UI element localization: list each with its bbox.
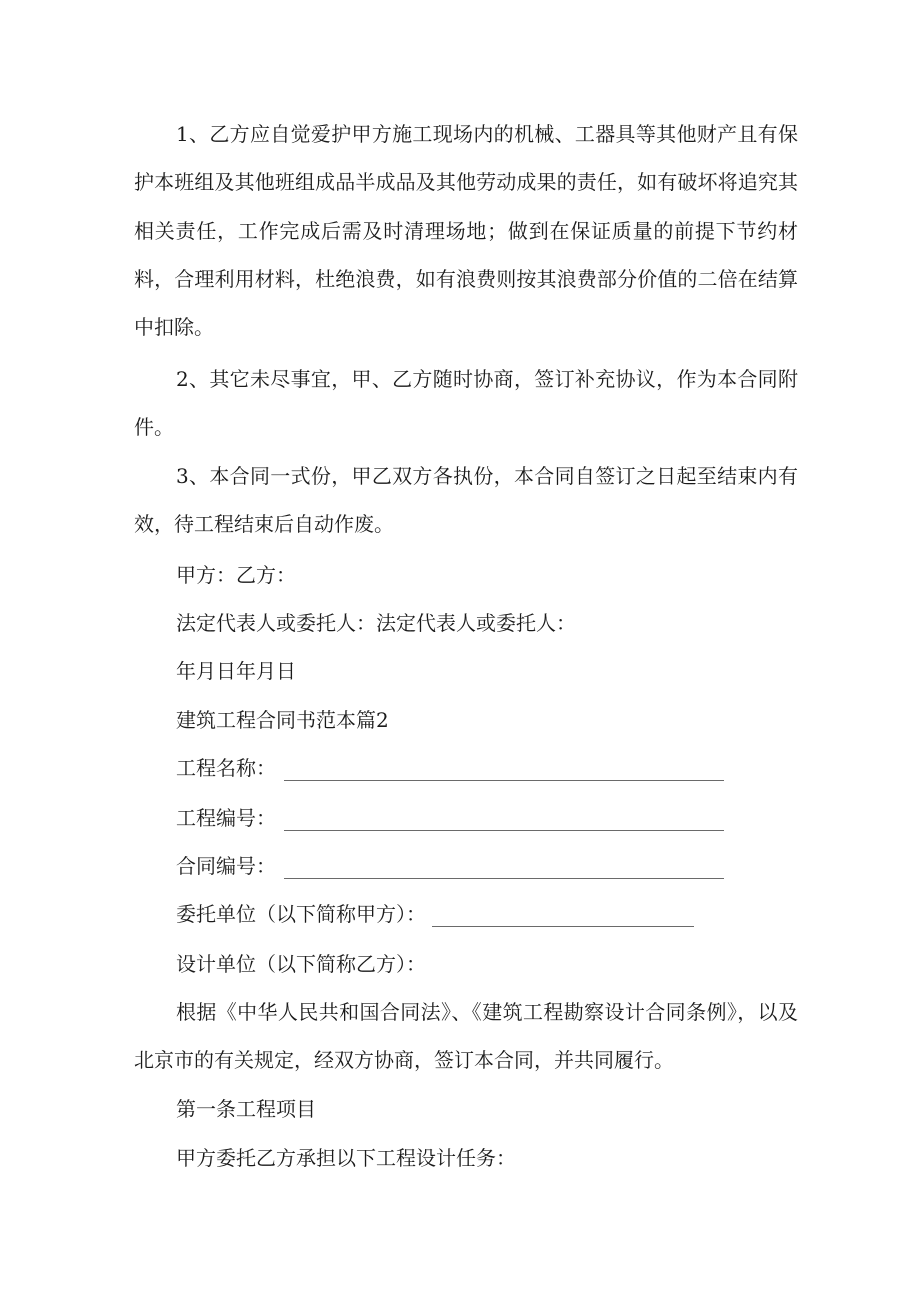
signature-representatives: 法定代表人或委托人：法定代表人或委托人：	[176, 611, 576, 635]
design-unit-label: 设计单位（以下简称乙方）：	[176, 952, 426, 976]
project-number-field	[176, 805, 724, 831]
clause-3: 3、本合同一式份，甲乙双方各执份，本合同自签订之日起至结束内有效，待工程结束后自动作废。	[134, 464, 798, 537]
signature-parties: 甲方：乙方：	[176, 563, 296, 587]
project-name-label: 工程名称：	[176, 756, 276, 780]
contract-number-label: 合同编号：	[176, 854, 276, 878]
contract-basis: 根据《中华人民共和国合同法》、《建筑工程勘察设计合同条例》，以及北京市的有关规定，经双方协商，签订本合同，并共同履行。	[134, 1000, 798, 1073]
clause-1: 1、乙方应自觉爱护甲方施工现场内的机械、工器具等其他财产且有保护本班组及其他班组成品半成品及其他劳动成果的责任，如有破坏将追究其相关责任，工作完成后需及时清理场地；做到在保证质量的前提下节约材料，合理利用材料，杜绝浪费，如有浪费则按其浪费部分价值的二倍在结算中扣除。	[134, 122, 798, 340]
contract-number-field	[176, 853, 724, 879]
client-unit-blank	[432, 906, 694, 927]
contract-number-blank	[284, 858, 724, 879]
client-unit-field	[176, 901, 694, 927]
signature-dates: 年月日年月日	[176, 659, 296, 683]
project-number-label: 工程编号：	[176, 806, 276, 830]
client-unit-label: 委托单位（以下简称甲方）：	[176, 902, 426, 926]
project-name-blank	[284, 760, 724, 781]
project-name-field	[176, 755, 724, 781]
article-1-title: 第一条工程项目	[176, 1097, 316, 1121]
section-title: 建筑工程合同书范本篇2	[176, 708, 389, 732]
article-1-intro: 甲方委托乙方承担以下工程设计任务：	[176, 1146, 516, 1170]
project-number-blank	[284, 810, 724, 831]
clause-2: 2、其它未尽事宜，甲、乙方随时协商，签订补充协议，作为本合同附件。	[134, 367, 798, 440]
